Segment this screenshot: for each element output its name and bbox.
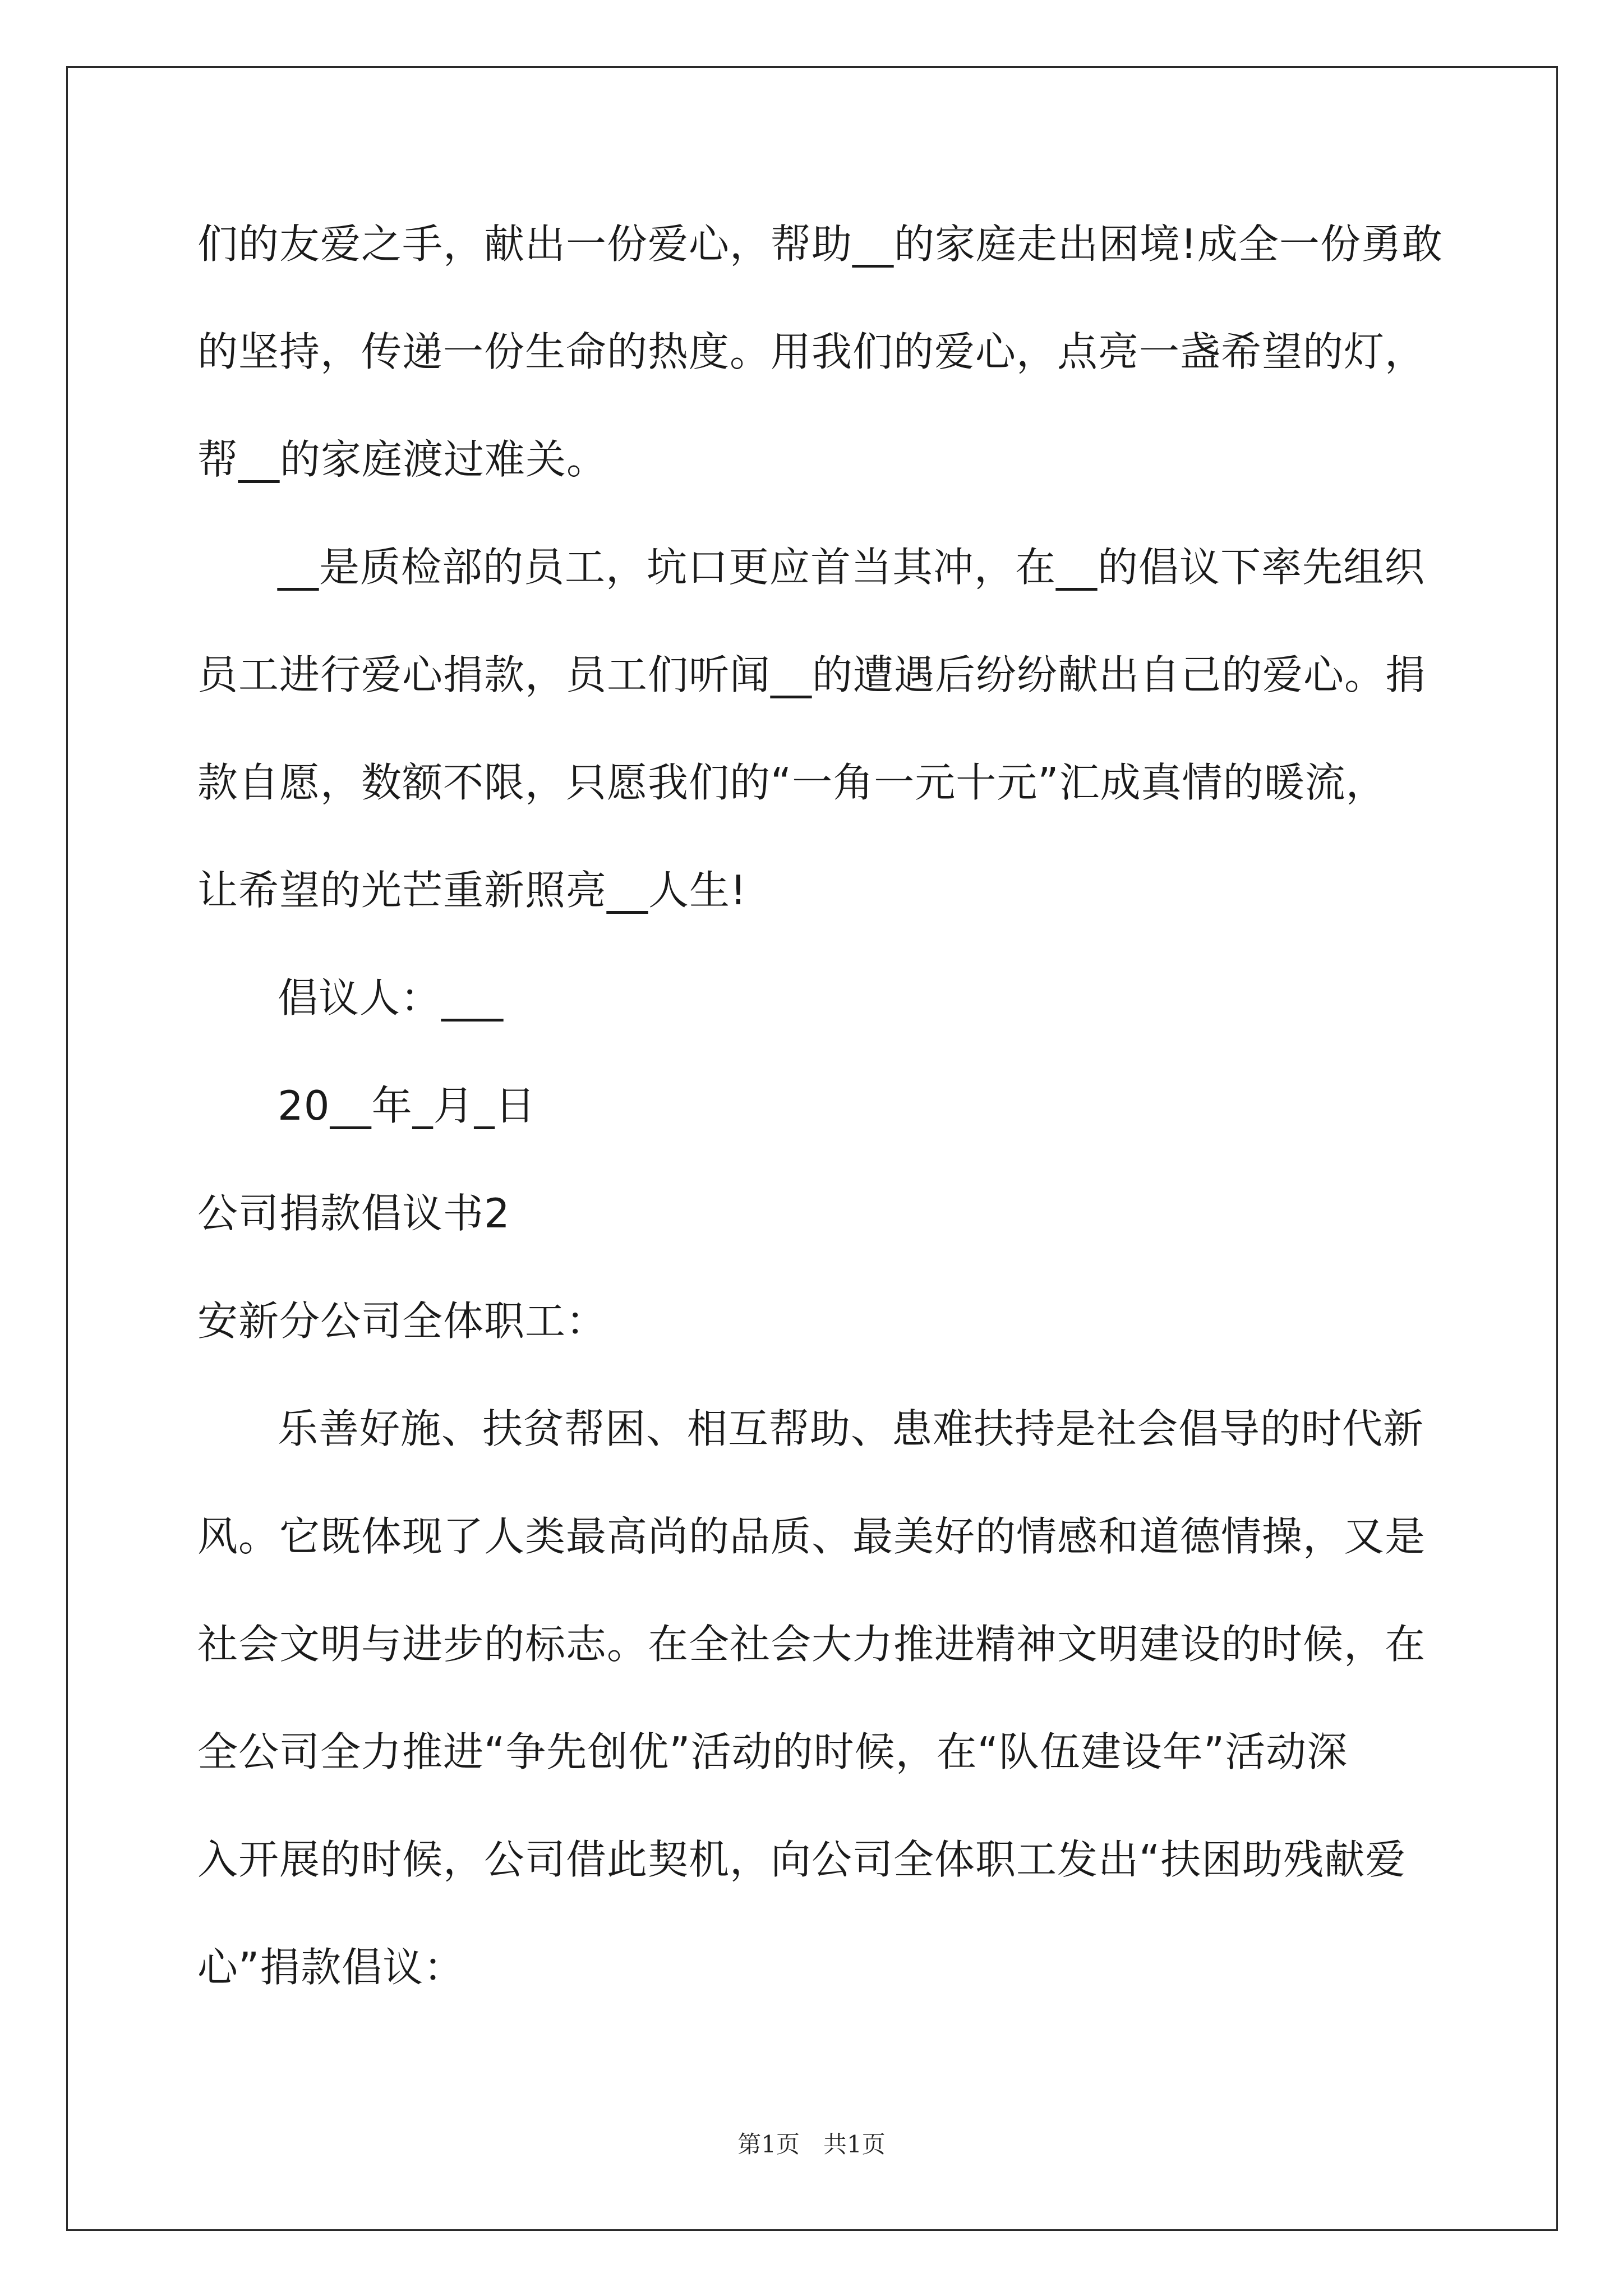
paragraph-line: 心”捐款倡议： — [197, 1944, 465, 1991]
page-footer: 第1页 共1页 — [737, 2131, 886, 2158]
section-title: 公司捐款倡议书2 — [197, 1190, 510, 1237]
paragraph-line: 员工进行爱心捐款，员工们听闻__的遭遇后纷纷献出自己的爱心。捐 — [197, 651, 1427, 698]
paragraph-line: 乐善好施、扶贫帮困、相互帮助、患难扶持是社会倡导的时代新 — [278, 1405, 1424, 1452]
paragraph-line: 们的友爱之手，献出一份爱心，帮助__的家庭走出困境!成全一份勇敢 — [197, 220, 1443, 268]
paragraph-line: 入开展的时候，公司借此契机，向公司全体职工发出“扶困助残献爱 — [197, 1836, 1407, 1883]
paragraph-line: 社会文明与进步的标志。在全社会大力推进精神文明建设的时候，在 — [197, 1621, 1426, 1668]
salutation: 安新分公司全体职工： — [197, 1297, 607, 1345]
paragraph-line: 风。它既体现了人类最高尚的品质、最美好的情感和道德情操，又是 — [197, 1513, 1426, 1560]
page-border — [66, 66, 1558, 2231]
proposer-line: 倡议人：___ — [278, 974, 504, 1022]
paragraph-line: 的坚持，传递一份生命的热度。用我们的爱心，点亮一盏希望的灯， — [197, 328, 1426, 375]
paragraph-line: 款自愿，数额不限，只愿我们的“一角一元十元”汇成真情的暖流， — [197, 759, 1387, 806]
paragraph-line: 让希望的光芒重新照亮__人生! — [197, 867, 747, 914]
paragraph-line: 全公司全力推进“争先创优”活动的时候，在“队伍建设年”活动深 — [197, 1728, 1348, 1775]
paragraph-line: __是质检部的员工，坑口更应首当其冲，在__的倡议下率先组织 — [278, 544, 1426, 591]
date-line: 20__年_月_日 — [278, 1082, 536, 1129]
paragraph-line: 帮__的家庭渡过难关。 — [197, 436, 608, 483]
